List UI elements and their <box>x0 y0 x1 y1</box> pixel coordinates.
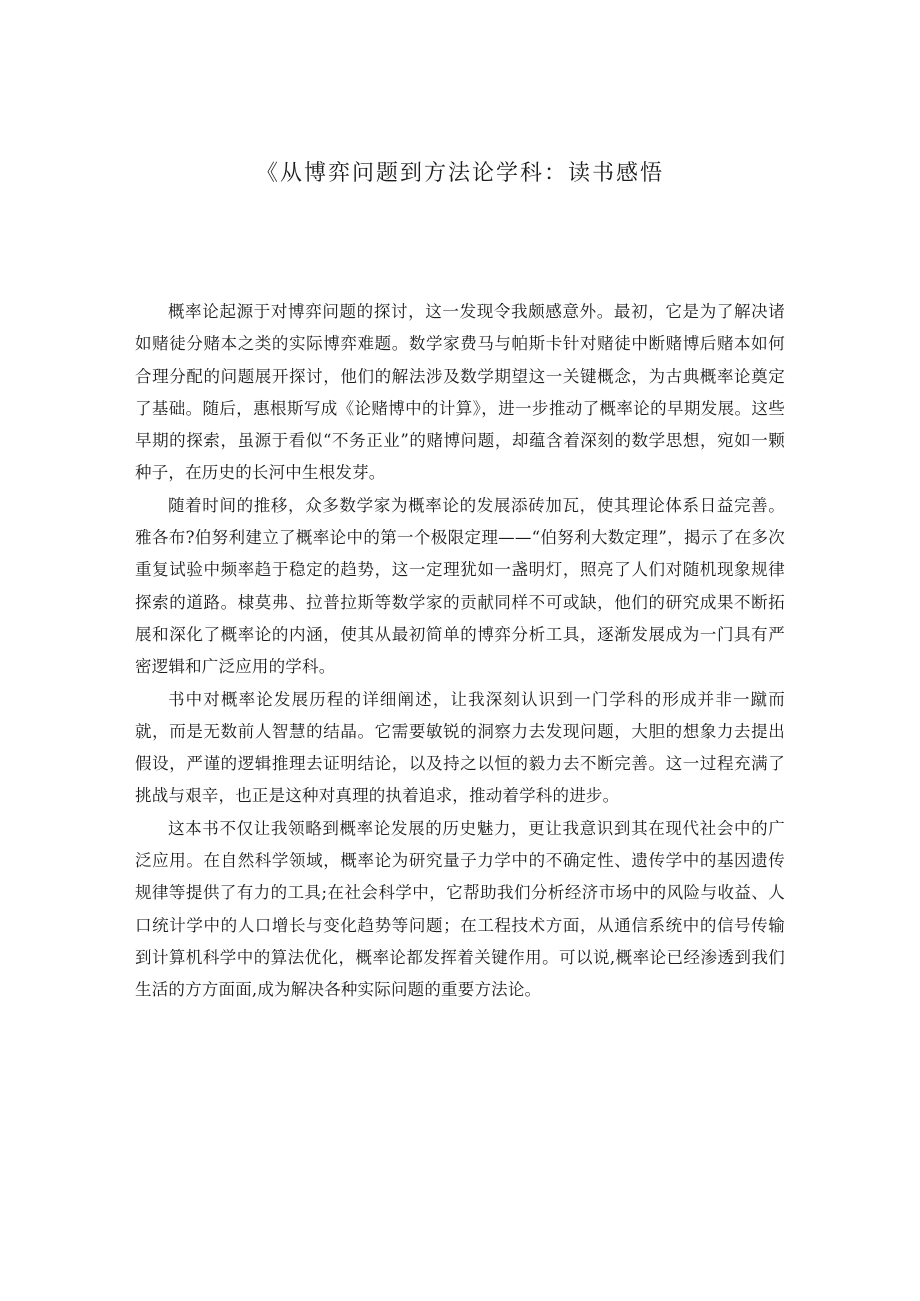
document-body <box>135 296 785 1007</box>
document-title: 《从博弈问题到方法论学科：读书感悟 <box>255 161 664 186</box>
paragraph-4: 这本书不仅让我领略到概率论发展的历史魅力，更让我意识到其在现代社会中的广泛应用。在自然科学领域，概率论为研究量子力学中的不确定性、遗传学中的基因遗传规律等提供了有力的工具;在社会科学中，它帮助我们分析经济市场中的风险与收益、人口统计学中的人口增长与变化趋势等问题；在工程技术方面，从通信系统中的信号传输到计算机科学中的算法优化，概率论都发挥着关键作用。可以说,概率论已经渗透到我们生活的方方面面,成为解决各种实际问题的重要方法论。 <box>135 818 785 1000</box>
paragraph-1: 概率论起源于对博弈问题的探讨，这一发现令我颇感意外。最初，它是为了解决诸如赌徒分赌本之类的实际博弈难题。数学家费马与帕斯卡针对赌徒中断赌博后赌本如何合理分配的问题展开探讨，他们的解法涉及数学期望这一关键概念，为古典概率论奠定了基础。随后，惠根斯写成《论赌博中的计算》，进一步推动了概率论的早期发展。这些早期的探索，虽源于看似“不务正业”的赌博问题，却蕴含着深刻的数学思想，宛如一颗种子，在历史的长河中生根发芽。 <box>135 302 785 483</box>
paragraph-3: 书中对概率论发展历程的详细阐述，让我深刻认识到一门学科的形成并非一蹴而就，而是无数前人智慧的结晶。它需要敏锐的洞察力去发现问题，大胆的想象力去提出假设，严谨的逻辑推理去证明结论，以及持之以恒的毅力去不断完善。这一过程充满了挑战与艰辛，也正是这种对真理的执着追求，推动着学科的进步。 <box>135 689 785 806</box>
paragraph-2: 随着时间的推移，众多数学家为概率论的发展添砖加瓦，使其理论体系日益完善。雅各布?伯努利建立了概率论中的第一个极限定理——“伯努利大数定理”，揭示了在多次重复试验中频率趋于稳定的趋势，这一定理犹如一盏明灯，照亮了人们对随机现象规律探索的道路。棣莫弗、拉普拉斯等数学家的贡献同样不可或缺，他们的研究成果不断拓展和深化了概率论的内涵，使其从最初简单的博弈分析工具，逐渐发展成为一门具有严密逻辑和广泛应用的学科。 <box>135 495 785 677</box>
